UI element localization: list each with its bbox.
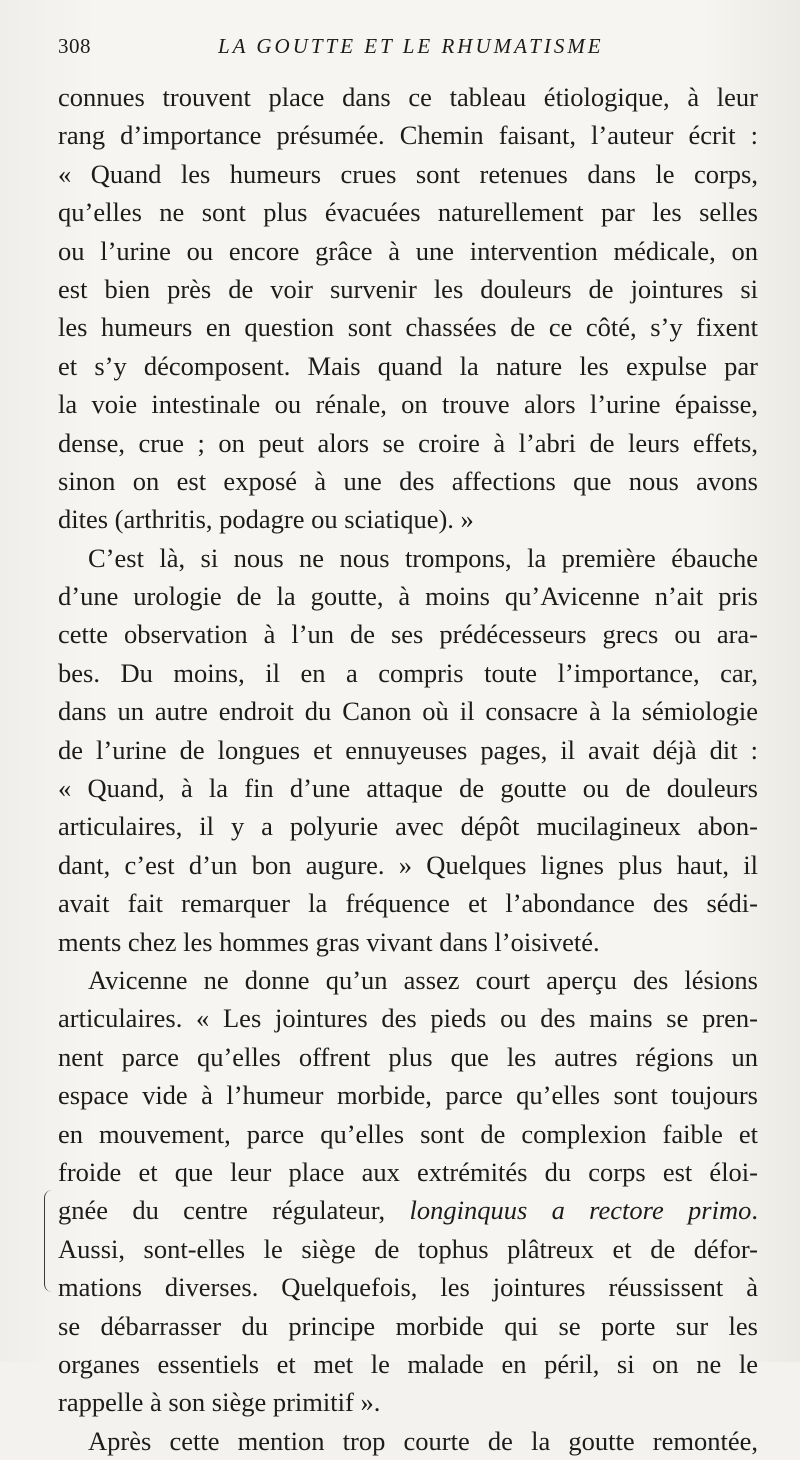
text-line: froide et que leur place aux extrémités du corps est éloi- bbox=[58, 1156, 758, 1187]
text-line: sinon on est exposé à une des affections que nous avons bbox=[58, 465, 758, 496]
margin-bracket-mark bbox=[44, 1190, 53, 1292]
text-line: est bien près de voir survenir les douleurs de jointures si bbox=[58, 273, 758, 304]
text-line: dant, c’est d’un bon augure. » Quelques lignes plus haut, il bbox=[58, 849, 758, 880]
text-line: nent parce qu’elles offrent plus que les autres régions un bbox=[58, 1041, 758, 1072]
page-number: 308 bbox=[58, 34, 91, 58]
text-line: rappelle à son siège primitif ». bbox=[58, 1387, 381, 1418]
text-line: Après cette mention trop courte de la goutte remontée, bbox=[88, 1425, 758, 1456]
text-line: en mouvement, parce qu’elles sont de complexion faible et bbox=[58, 1118, 758, 1149]
text-line: bes. Du moins, il en a compris toute l’importance, car, bbox=[58, 657, 758, 688]
text-line: d’une urologie de la goutte, à moins qu’Avicenne n’ait pris bbox=[58, 581, 758, 612]
text-line: gnée du centre régulateur, longinquus a rectore primo. bbox=[58, 1195, 758, 1226]
text-line: et s’y décomposent. Mais quand la nature les expulse par bbox=[58, 350, 758, 381]
text-line: cette observation à l’un de ses prédécesseurs grecs ou ara- bbox=[58, 619, 758, 650]
text-line: dites (arthritis, podagre ou sciatique). » bbox=[58, 504, 474, 535]
text-line: dense, crue ; on peut alors se croire à l’abri de leurs effets, bbox=[58, 427, 758, 458]
text-line: de l’urine de longues et ennuyeuses pages, il avait déjà dit : bbox=[58, 734, 758, 765]
text-line: articulaires. « Les jointures des pieds ou des mains se pren- bbox=[58, 1003, 758, 1034]
text-line: se débarrasser du principe morbide qui se porte sur les bbox=[58, 1310, 758, 1341]
text-line: qu’elles ne sont plus évacuées naturellement par les selles bbox=[58, 197, 758, 228]
text-line: rang d’importance présumée. Chemin faisant, l’auteur écrit : bbox=[58, 120, 758, 151]
text-line: articulaires, il y a polyurie avec dépôt mucilagineux abon- bbox=[58, 811, 758, 842]
text-line: ou l’urine ou encore grâce à une intervention médicale, on bbox=[58, 235, 758, 266]
running-head bbox=[58, 34, 758, 64]
text-line: Aussi, sont-elles le siège de tophus plâtreux et de défor- bbox=[58, 1233, 758, 1264]
text-line: avait fait remarquer la fréquence et l’abondance des sédi- bbox=[58, 888, 758, 919]
text-line: organes essentiels et met le malade en péril, si on ne le bbox=[58, 1348, 758, 1379]
text-line: C’est là, si nous ne nous trompons, la première ébauche bbox=[88, 542, 758, 573]
body-text bbox=[58, 78, 758, 1460]
running-title: LA GOUTTE ET LE RHUMATISME bbox=[218, 34, 604, 58]
text-line: dans un autre endroit du Canon où il consacre à la sémiologie bbox=[58, 696, 758, 727]
text-line: mations diverses. Quelquefois, les jointures réussissent à bbox=[58, 1272, 758, 1303]
text-line: « Quand les humeurs crues sont retenues dans le corps, bbox=[58, 158, 758, 189]
text-line: Avicenne ne donne qu’un assez court aperçu des lésions bbox=[88, 964, 758, 995]
text-line: « Quand, à la fin d’une attaque de goutte ou de douleurs bbox=[58, 773, 758, 804]
latin-phrase: longinquus a rectore primo bbox=[409, 1195, 752, 1226]
text-line: ments chez les hommes gras vivant dans l’oisiveté. bbox=[58, 926, 600, 957]
text-line: les humeurs en question sont chassées de ce côté, s’y fixent bbox=[58, 312, 758, 343]
text-line: la voie intestinale ou rénale, on trouve alors l’urine épaisse, bbox=[58, 389, 758, 420]
text-line: connues trouvent place dans ce tableau étiologique, à leur bbox=[58, 82, 758, 112]
text-line: espace vide à l’humeur morbide, parce qu’elles sont toujours bbox=[58, 1080, 758, 1111]
